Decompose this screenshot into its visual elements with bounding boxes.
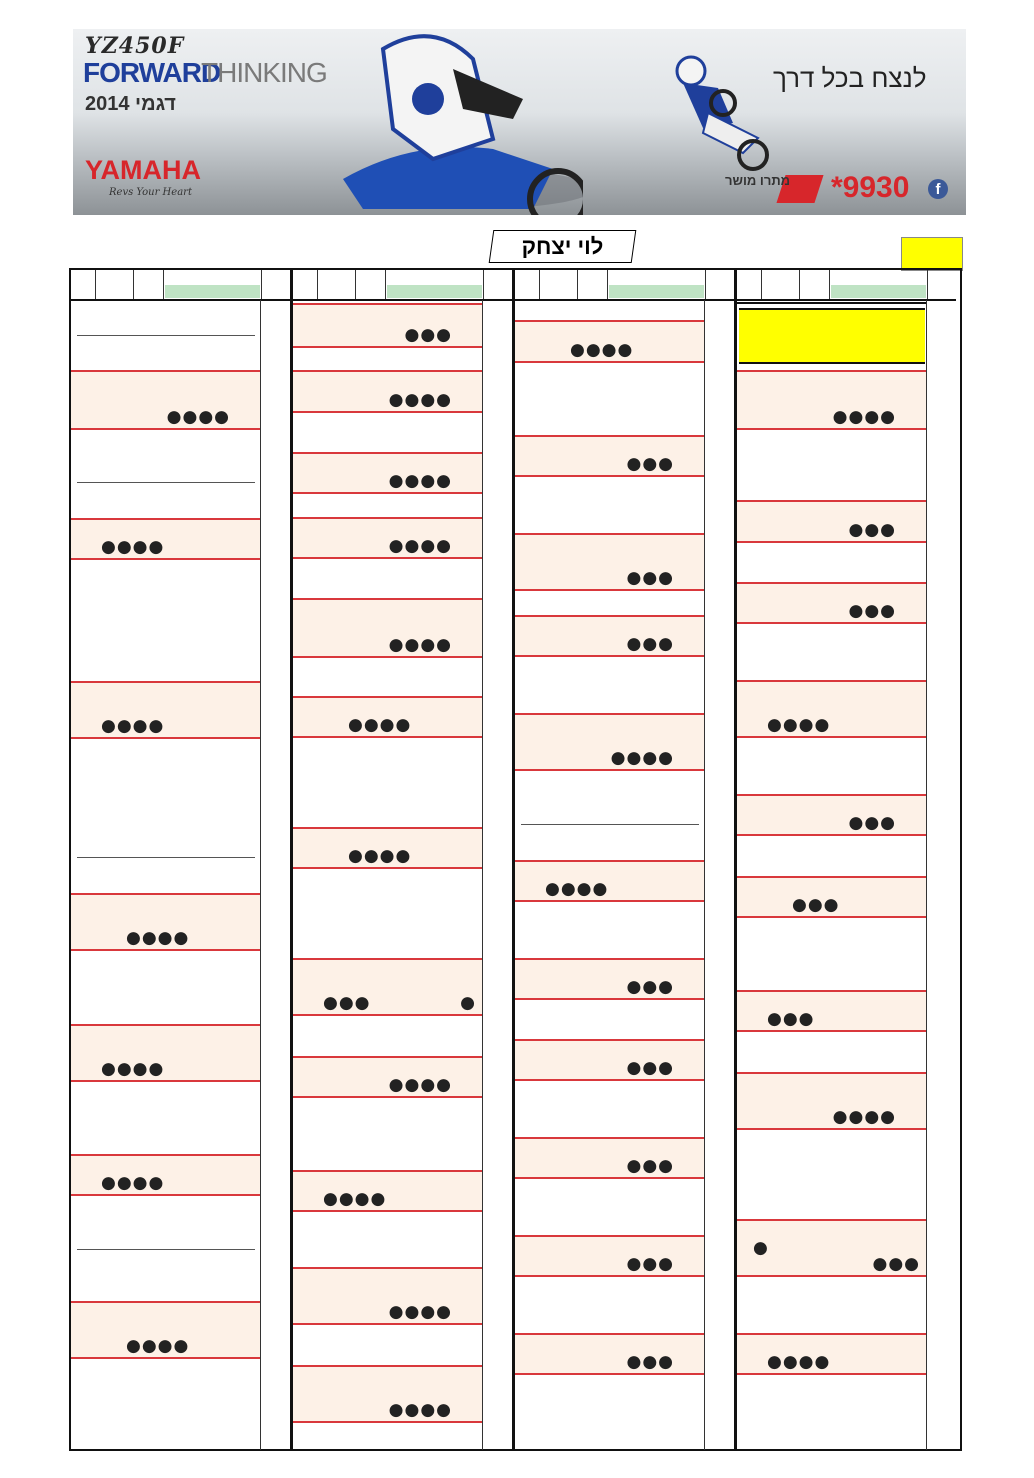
column-inner-divider [704, 300, 705, 1450]
rating-dots: ●●●● [126, 928, 190, 948]
page-title: לוי יצחק [521, 234, 604, 259]
shaded-row [515, 958, 704, 1000]
model-name: YZ450F [85, 33, 185, 59]
shaded-row [71, 370, 260, 430]
shaded-row [71, 1154, 260, 1196]
rating-dots: ●●● [626, 977, 674, 997]
shaded-row [737, 876, 926, 918]
highlight-block [739, 308, 925, 364]
rating-dot-extra: ● [753, 1238, 769, 1258]
rating-dots: ●●●● [388, 1302, 452, 1322]
rating-dot-extra: ● [460, 993, 476, 1013]
shaded-row [515, 533, 704, 591]
rating-dots: ●●●● [545, 879, 609, 899]
rating-dots: ●●●● [348, 846, 412, 866]
shaded-row [515, 1235, 704, 1277]
dealer-name: מתרו מושר [725, 173, 791, 188]
shaded-row [71, 893, 260, 951]
header-cell-divider [317, 270, 318, 299]
header-bottom-line [71, 299, 290, 301]
rating-dots: ●●● [848, 520, 896, 540]
header-cell-divider [261, 270, 262, 299]
rating-dots: ●●● [626, 1156, 674, 1176]
rating-dots: ●●● [626, 454, 674, 474]
rating-dots: ●●●● [166, 407, 230, 427]
rating-dots: ●●● [792, 895, 840, 915]
header-cell-divider [539, 270, 540, 299]
rating-dots: ●●● [626, 1058, 674, 1078]
yamaha-logo: YAMAHA [85, 155, 202, 185]
shaded-row [293, 370, 482, 413]
thinking-text: THINKING [201, 57, 327, 88]
shaded-row [515, 713, 704, 771]
rating-dots: ●●●● [323, 1189, 387, 1209]
rating-dots: ●●● [848, 813, 896, 833]
shaded-row [293, 1170, 482, 1212]
rating-dots: ●●●● [388, 1075, 452, 1095]
rating-dots: ●●● [767, 1009, 815, 1029]
rating-dots: ●●● [626, 634, 674, 654]
rating-dots: ●●●● [388, 471, 452, 491]
rating-dots: ●●●● [101, 1173, 165, 1193]
phone-number[interactable]: *9930 [831, 171, 910, 204]
header-green-cell [387, 285, 482, 298]
header-cell-divider [927, 270, 928, 299]
shaded-row [737, 1219, 926, 1277]
rating-dots: ●●● [404, 325, 452, 345]
header-cell-divider [133, 270, 134, 299]
rating-dots: ●●●● [101, 537, 165, 557]
shaded-row [737, 1072, 926, 1130]
header-cell-divider [163, 270, 164, 299]
rating-dots: ●●●● [126, 1336, 190, 1356]
header-green-cell [165, 285, 260, 298]
shaded-row [515, 1333, 704, 1375]
shaded-row [293, 1056, 482, 1098]
separator-line [77, 1249, 255, 1250]
header-cell-divider [577, 270, 578, 299]
shaded-row [293, 958, 482, 1016]
header-cell-divider [385, 270, 386, 299]
shaded-row [293, 696, 482, 738]
shaded-row [293, 1365, 482, 1423]
shaded-row [515, 615, 704, 657]
rating-dots: ●●●● [388, 390, 452, 410]
facebook-icon[interactable]: f [928, 179, 948, 199]
shaded-row [737, 500, 926, 543]
shaded-row [737, 370, 926, 430]
header-green-cell [609, 285, 704, 298]
shaded-row [293, 827, 482, 869]
header-bottom-line [293, 299, 512, 301]
separator-line [77, 335, 255, 336]
rating-dots: ●●● [872, 1254, 920, 1274]
header-cell-divider [95, 270, 96, 299]
rating-dots: ●●●● [767, 1352, 831, 1372]
header-green-cell [831, 285, 926, 298]
banner-slogan: לנצח בכל דרך [773, 63, 927, 93]
shaded-row [737, 680, 926, 738]
rating-dots: ●●● [626, 568, 674, 588]
rating-dots: ●●●● [610, 748, 674, 768]
header-cell-divider [761, 270, 762, 299]
separator-line [521, 824, 699, 825]
brand-tagline: Revs Your Heart [109, 187, 192, 198]
shaded-row [515, 320, 704, 363]
rating-dots: ●●● [848, 601, 896, 621]
shaded-row [515, 435, 704, 477]
rating-dots: ●●●● [832, 407, 896, 427]
shaded-row [515, 1039, 704, 1081]
highlight-top-line [737, 302, 926, 304]
rating-dots: ●●● [323, 993, 371, 1013]
shaded-row [515, 860, 704, 902]
shaded-row [293, 303, 482, 348]
shaded-row [737, 582, 926, 624]
shaded-row [737, 794, 926, 836]
shaded-row [71, 681, 260, 739]
header-cell-divider [705, 270, 706, 299]
header-cell-divider [355, 270, 356, 299]
header-cell-divider [483, 270, 484, 299]
column-inner-divider [926, 300, 927, 1450]
shaded-row [71, 518, 260, 560]
rating-dots: ●●●● [101, 716, 165, 736]
shaded-row [293, 1267, 482, 1325]
models-year: דגמי 2014 [85, 93, 176, 115]
header-bottom-line [515, 299, 734, 301]
header-bottom-line [737, 299, 956, 301]
separator-line [77, 482, 255, 483]
rating-dots: ●●●● [767, 715, 831, 735]
forward-text: FORWARD [83, 57, 221, 88]
header-cell-divider [607, 270, 608, 299]
shaded-row [293, 598, 482, 658]
header-cell-divider [829, 270, 830, 299]
shaded-row [293, 517, 482, 559]
shaded-row [737, 1333, 926, 1375]
rating-dots: ●●● [626, 1352, 674, 1372]
shaded-row [515, 1137, 704, 1179]
rating-dots: ●●● [626, 1254, 674, 1274]
rating-dots: ●●●● [570, 340, 634, 360]
rating-dots: ●●●● [388, 1400, 452, 1420]
shaded-row [71, 1024, 260, 1082]
rating-dots: ●●●● [348, 715, 412, 735]
shaded-row [293, 452, 482, 494]
rating-dots: ●●●● [388, 635, 452, 655]
separator-line [77, 857, 255, 858]
rating-dots: ●●●● [388, 536, 452, 556]
header-cell-divider [799, 270, 800, 299]
shaded-row [71, 1301, 260, 1359]
column-inner-divider [482, 300, 483, 1450]
rating-dots: ●●●● [101, 1059, 165, 1079]
rating-dots: ●●●● [832, 1107, 896, 1127]
shaded-row [737, 990, 926, 1032]
column-inner-divider [260, 300, 261, 1450]
